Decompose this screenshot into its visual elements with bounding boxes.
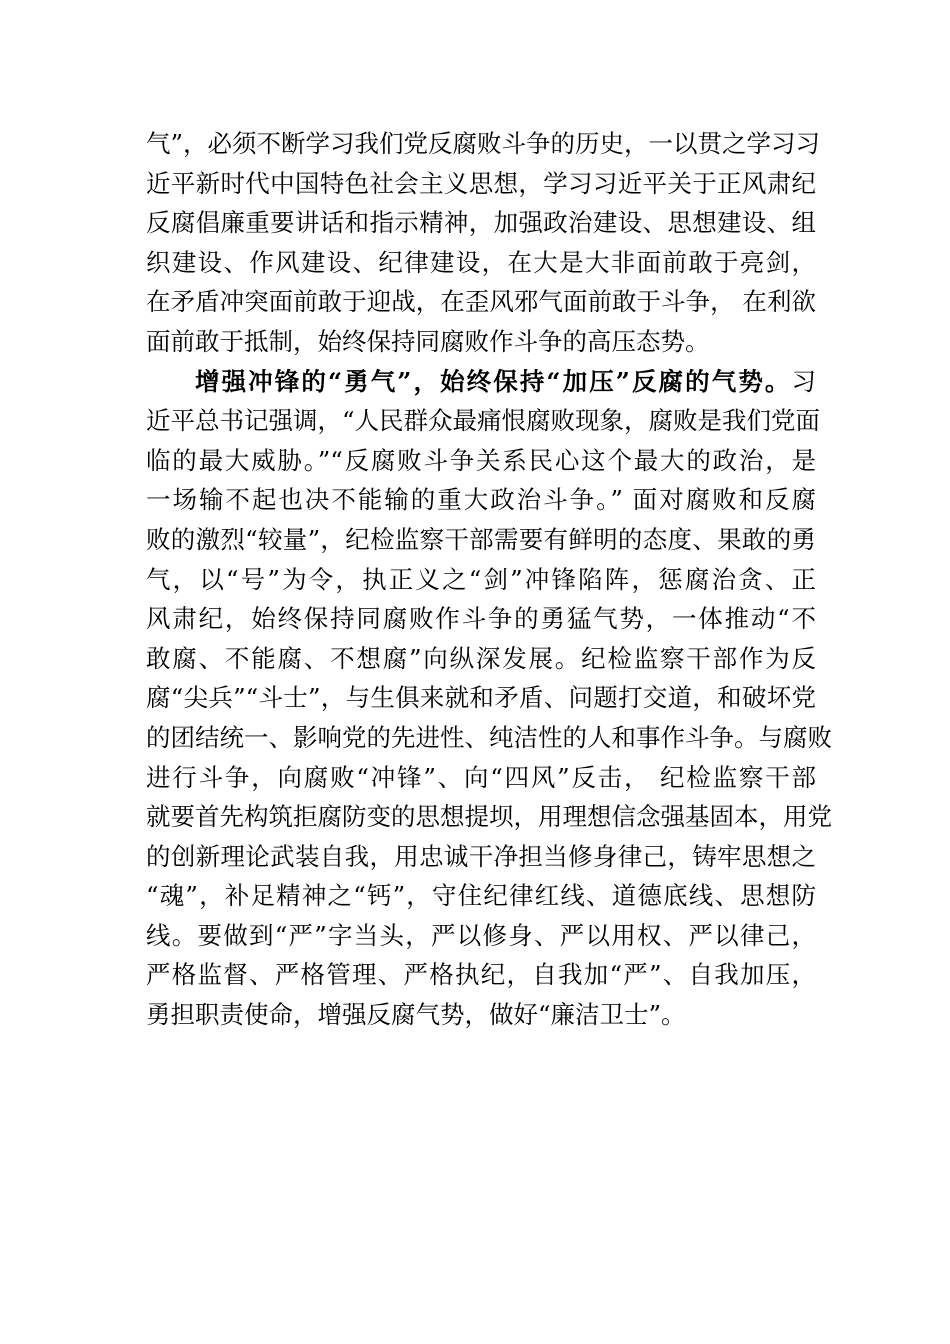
paragraph-2-line: 勇担职责使命，增强反腐气势，做好“廉洁卫士”。 [146,1000,686,1030]
paragraph-2-line: “魂”，补足精神之“钙”，守住纪律红线、道德底线、思想防 [146,881,816,911]
paragraph-1 [146,124,821,362]
paragraph-2-line: 进行斗争，向腐败“冲锋”、向“四风”反击， 纪检监察干部 [146,762,816,792]
paragraph-2-first-line [146,362,816,402]
document-page [146,124,832,1035]
paragraph-2-line: 近平总书记强调，“人民群众最痛恨腐败现象，腐败是我们党面 [146,406,821,436]
paragraph-1-line: 织建设、作风建设、纪律建设，在大是大非面前敢于亮剑， [146,247,816,277]
paragraph-2-line: 严格监督、严格管理、严格执纪，自我加“严”、自我加压， [146,960,816,990]
paragraph-2-line: 气，以“号”为令，执正义之“剑”冲锋陷阵，惩腐治贪、正 [146,564,816,594]
paragraph-1-line: 在矛盾冲突面前敢于迎战，在歪风邪气面前敢于斗争， 在利欲 [146,287,816,317]
paragraph-2-line: 敢腐、不能腐、不想腐”向纵深发展。纪检监察干部作为反 [146,643,816,673]
paragraph-2-line: 风肃纪，始终保持同腐败作斗争的勇猛气势，一体推动“不 [146,604,816,634]
paragraph-1-line: 反腐倡廉重要讲话和指示精神，加强政治建设、思想建设、组 [146,208,816,238]
paragraph-1-line: 面前敢于抵制，始终保持同腐败作斗争的高压态势。 [146,326,710,356]
paragraph-1-line: 近平新时代中国特色社会主义思想，学习习近平关于正风肃纪 [146,168,816,198]
paragraph-2-heading: 增强冲锋的“勇气”，始终保持“加压”反腐的气势。 [195,366,792,396]
paragraph-2-line: 临的最大威胁。”“反腐败斗争关系民心这个最大的政治，是 [146,445,816,475]
paragraph-2-line: 腐“尖兵”“斗士”，与生俱来就和矛盾、问题打交道，和破坏党 [146,683,816,713]
paragraph-2-line: 就要首先构筑拒腐防变的思想提坝，用理想信念强基固本，用党 [146,802,832,832]
paragraph-1-line: 气”，必须不断学习我们党反腐败斗争的历史，一以贯之学习习 [146,129,821,158]
paragraph-2-line: 一场输不起也决不能输的重大政治斗争。” 面对腐败和反腐 [146,485,816,515]
paragraph-2-line: 线。要做到“严”字当头，严以修身、严以用权、严以律己， [146,920,816,950]
paragraph-2-line: 的创新理论武装自我，用忠诚干净担当修身律己，铸牢思想之 [146,841,816,871]
paragraph-2-line: 败的激烈“较量”，纪检监察干部需要有鲜明的态度、果敢的勇 [146,524,816,554]
paragraph-2-line: 的团结统一、影响党的先进性、纯洁性的人和事作斗争。与腐败 [146,722,832,752]
paragraph-2-first-line-rest: 习 [791,366,816,396]
paragraph-2 [146,362,832,1035]
